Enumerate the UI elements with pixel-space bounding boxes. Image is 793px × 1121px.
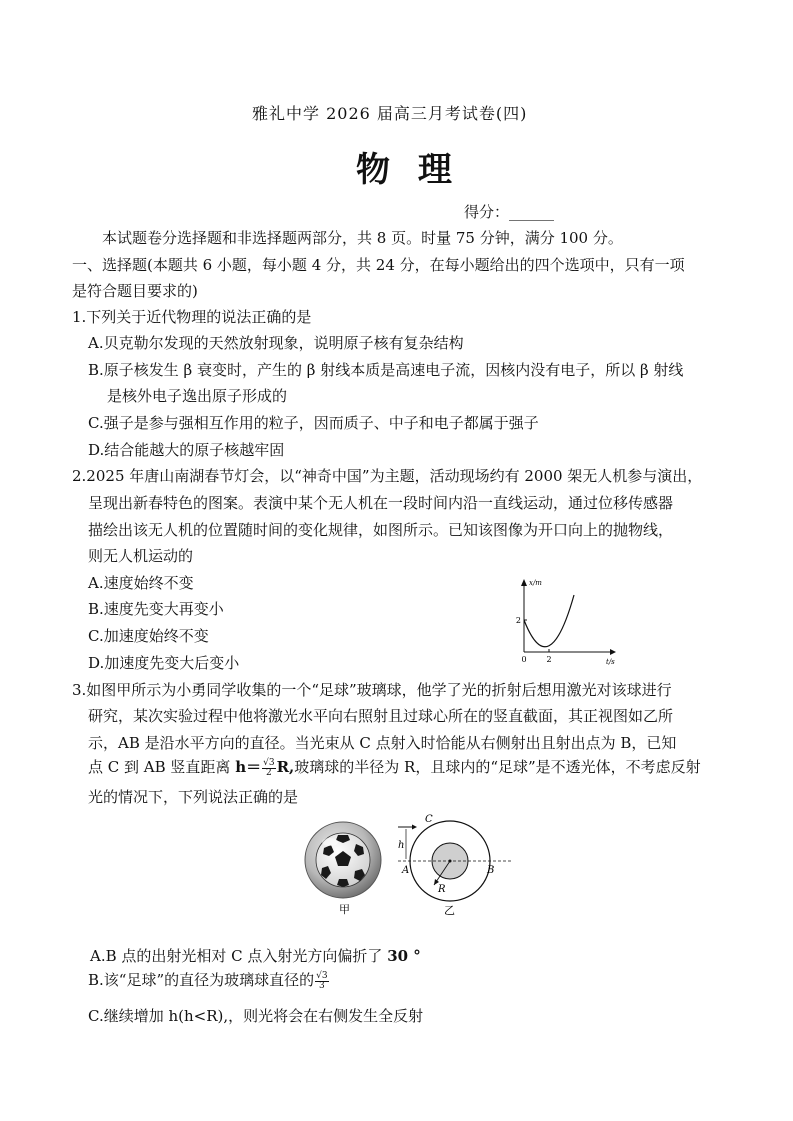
section1-line2: 是符合题目要求的)	[72, 282, 198, 300]
q2-option-b: B.速度先变大再变小	[88, 600, 224, 618]
q1-stem: 1.下列关于近代物理的说法正确的是	[72, 308, 312, 326]
q1-option-b-line1: B.原子核发生 β 衰变时，产生的 β 射线本质是高速电子流，因核内没有电子，所以 β 射线	[88, 361, 684, 379]
glass-highlight	[322, 838, 338, 846]
q3-line1: 3.如图甲所示为小勇同学收集的一个“足球”玻璃球，他学了光的折射后想用激光对该球进行	[72, 681, 672, 699]
x-tick-label: 2	[546, 655, 552, 664]
y-axis-label: x/m	[529, 579, 542, 587]
center-point	[449, 860, 452, 863]
score-blank: ______	[509, 203, 555, 221]
x-axis-arrow	[610, 649, 616, 655]
q3-option-a-text: A.B 点的出射光相对 C 点入射光方向偏折了	[90, 947, 388, 965]
q2-line1: 2.2025 年唐山南湖春节灯会，以“神奇中国”为主题，活动现场约有 2000 架无人机参与演出，	[72, 467, 703, 485]
cross-section-diagram	[394, 810, 518, 920]
q1-option-d: D.结合能越大的原子核越牢固	[88, 441, 285, 459]
q2-line3: 描绘出该无人机的位置随时间的变化规律，如图所示。已知该图像为开口向上的抛物线，	[88, 521, 674, 539]
q3-h-fraction	[262, 759, 275, 778]
q1-option-b-line2: 是核外电子逸出原子形成的	[107, 387, 288, 405]
label-h: h	[398, 840, 405, 851]
incident-ray-arrow	[412, 825, 417, 830]
q3-line4	[88, 757, 701, 778]
q3-r-symbol: R,	[276, 758, 295, 776]
parabola-curve	[524, 595, 574, 647]
q3-option-b-text: B.该“足球”的直径为玻璃球直径的	[88, 971, 315, 989]
label-b: B	[487, 865, 495, 876]
q2-line4: 则无人机运动的	[88, 547, 194, 565]
score-label	[464, 202, 554, 222]
q2-option-d: D.加速度先变大后变小	[88, 654, 240, 672]
q3-option-b-fraction	[315, 972, 328, 991]
caption-yi: 乙	[444, 904, 455, 917]
q1-option-c: C.强子是参与强相互作用的粒子，因而质子、中子和电子都属于强子	[88, 414, 539, 432]
q2-option-c: C.加速度始终不变	[88, 627, 209, 645]
label-a: A	[402, 865, 410, 876]
origin-label: 0	[521, 655, 527, 664]
position-time-graph	[510, 574, 618, 666]
score-label-text: 得分：	[464, 203, 510, 221]
caption-jia: 甲	[339, 903, 350, 916]
q2-option-a: A.速度始终不变	[88, 574, 194, 592]
q3-line4-end: 玻璃球的半径为 R，且球内的“足球”是不透光体，不考虑反射	[294, 758, 701, 776]
q3-option-a	[90, 946, 421, 966]
glass-ball-photo	[294, 818, 394, 918]
section1-line1: 一、选择题(本题共 6 小题，每小题 4 分，共 24 分，在每小题给出的四个选项中，只有一项	[72, 256, 685, 274]
q3-line5: 光的情况下，下列说法正确的是	[88, 788, 299, 806]
school-title: 雅礼中学 2026 届高三月考试卷(四)	[252, 104, 528, 123]
intro-text: 本试题卷分选择题和非选择题两部分，共 8 页。时量 75 分钟，满分 100 分。	[102, 229, 623, 247]
q3-option-b	[88, 970, 330, 991]
q2-line2: 呈现出新春特色的图案。表演中某个无人机在一段时间内沿一直线运动，通过位移传感器	[88, 494, 674, 512]
q3-option-a-angle: 30 °	[387, 947, 421, 965]
y-axis-arrow	[521, 579, 527, 586]
q1-option-a: A.贝克勒尔发现的天然放射现象，说明原子核有复杂结构	[88, 334, 464, 352]
q3-line4-start: 点 C 到 AB 竖直距离	[88, 758, 236, 776]
q3-line3: 示，AB 是沿水平方向的直径。当光束从 C 点射入时恰能从右侧射出且射出点为 B，已知	[88, 734, 677, 752]
x-axis-label: t/s	[606, 658, 615, 666]
subject-title: 物 理	[356, 150, 460, 190]
label-r: R	[438, 884, 446, 895]
q3-option-b-fraction-numerator: √3	[316, 970, 328, 981]
q3-option-c: C.继续增加 h(h<R),，则光将会在右侧发生全反射	[88, 1007, 424, 1025]
q3-h-symbol: h＝	[235, 758, 262, 776]
y-tick-label: 2	[515, 616, 521, 625]
q3-h-fraction-denominator: 2	[265, 767, 272, 778]
q3-h-fraction-numerator: √3	[263, 757, 275, 768]
label-c: C	[425, 814, 433, 825]
q3-option-b-fraction-denominator: 3	[319, 980, 325, 991]
q3-line2: 研究，某次实验过程中他将激光水平向右照射且过球心所在的竖直截面，其正视图如乙所	[88, 707, 674, 725]
